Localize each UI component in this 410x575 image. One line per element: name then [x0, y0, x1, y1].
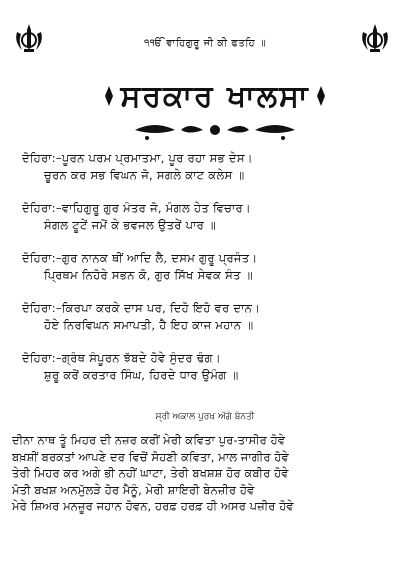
- verse-line: ਪ੍ਰਿਥਮ ਨਿਹੋਰੇ ਸਭਨ ਕੋ, ਗੁਰ ਸਿੱਖ ਸੇਵਕ ਸੰਤ ॥: [44, 268, 253, 282]
- prose-line: ਬਖ਼ਸ਼ੀਂ ਬਰਕਤਾਂ ਆਪਣੇ ਦਰ ਵਿਚੋਂ ਸੋਹਣੀ ਕਵਿਤਾ, ਮਾਲ ਜਾਗੀਰ ਹੋਵੇ: [12, 449, 289, 464]
- dohra-stanza: [22, 200, 392, 234]
- prose-block: [12, 432, 402, 515]
- verse-line: ਸ਼ੁਰੂ ਕਰੋਂ ਕਰਤਾਰ ਸਿੰਘ, ਹਿਰਦੇ ਧਾਰ ਉਮੰਗ ॥: [44, 368, 239, 382]
- invocation-header: ੧ੴ ਵਾਹਿਗੁਰੂ ਜੀ ਕੀ ਫਤਹਿ ॥: [143, 38, 267, 49]
- verse-line: ਦੋਹਿਰਾ:–ਪੂਰਨ ਪਰਮ ਪ੍ਰਮਾਤਮਾ, ਪੂਰ ਰਹਾ ਸਭ ਦੇਸ।: [22, 151, 253, 165]
- khanda-icon: [12, 22, 46, 56]
- verse-line: ਚੂਰਨ ਕਰ ਸਭ ਵਿਘਨ ਜੋ, ਸਗਲੇ ਕਾਟ ਕਲੇਸ ॥: [44, 168, 245, 182]
- prose-line: ਤੇਰੀ ਮਿਹਰ ਕਰ ਅਗੇ ਭੀ ਨਹੀਂ ਘਾਟਾ, ਤੇਰੀ ਬਖਸ਼ਸ਼ ਹੋਰ ਕਬੀਰ ਹੋਵੇ: [12, 466, 289, 480]
- verse-line: ਹੋਏ ਨਿਰਵਿਘਨ ਸਮਾਪਤੀ, ਹੈ ਇਹ ਕਾਜ ਮਹਾਨ ॥: [44, 318, 254, 332]
- dohra-stanza: [22, 250, 392, 284]
- verse-line: ਸੰਗਲ ਟੂਟੇਂ ਜਮੋਂ ਕੇ ਭਵਜਲ ਉਤਰੇਂ ਪਾਰ ॥: [44, 218, 217, 232]
- section-subheading: ਸ੍ਰੀ ਅਕਾਲ ਪੁਰਖ ਅੱਗੇ ਬੇਨਤੀ: [155, 412, 255, 422]
- dohra-stanza: [22, 350, 392, 384]
- prose-line: ਮੇਰੇ ਸ਼ਿਅਰ ਮਨਜ਼ੂਰ ਜਹਾਨ ਹੋਵਨ, ਹਰਫ਼ ਹਰਫ਼ ਹੀ ਅਸਰ ਪਜ਼ੀਰ ਹੋਵੇ: [12, 499, 294, 513]
- dohra-stanza: [22, 150, 392, 184]
- verse-line: ਦੋਹਿਰਾ:–ਗ੍ਰੰਥ ਸੰਪੂਰਨ ਝੱਬਦੇ ਹੋਵੇ ਸੁੰਦਰ ਢੰਗ।: [22, 351, 221, 365]
- verse-line: ਦੋਹਿਰਾ:–ਕਿਰਪਾ ਕਰਕੇ ਦਾਸ ਪਰ, ਦਿਹੋ ਇਹੋ ਵਰ ਦਾਨ।: [22, 301, 261, 315]
- page-title: ਸਰਕਾਰ ਖਾਲਸਾ: [120, 79, 310, 114]
- verse-line: ਦੋਹਿਰਾ:–ਵਾਹਿਗੁਰੂ ਗੁਰ ਮੰਤਰ ਜੋ, ਮੰਗਲ ਹੇਤ ਵਿਚਾਰ।: [22, 201, 251, 215]
- verse-line: ਦੋਹਿਰਾ:–ਗੁਰ ਨਾਨਕ ਥੀਂ ਆਦਿ ਲੈ, ਦਸਮ ਗੁਰੂ ਪ੍ਰਜੰਤ।: [22, 251, 258, 265]
- prose-line: ਦੀਨਾ ਨਾਥ ਤੂੰ ਮਿਹਰ ਦੀ ਨਜ਼ਰ ਕਰੀਂ ਮੇਰੀ ਕਵਿਤਾ ਪੁਰ-ਤਾਸੀਰ ਹੋਵੇ: [12, 433, 286, 447]
- khanda-icon: [358, 22, 392, 56]
- dohra-stanza: [22, 300, 392, 334]
- title-block: [95, 78, 335, 146]
- prose-line: ਮੋਤੀ ਬਖਸ਼ ਅਨਮੁੱਲੜੇ ਹੋਰ ਮੈਨੂੰ, ਮੇਰੀ ਸ਼ਾਇਰੀ ਬੇਨਜ਼ੀਰ ਹੋਵੇ: [12, 482, 255, 497]
